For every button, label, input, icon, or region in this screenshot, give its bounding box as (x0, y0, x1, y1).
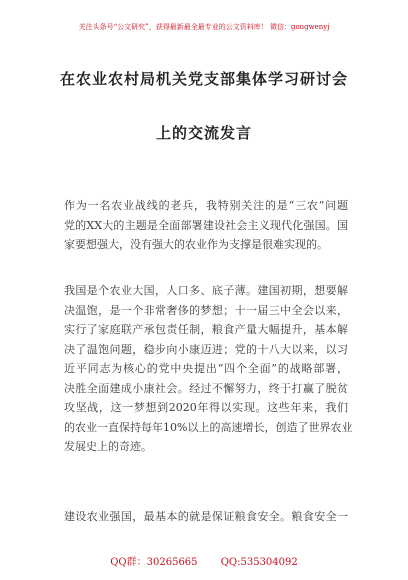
footer-contact (0, 553, 408, 568)
document-title-line-1: 在农业农村局机关党支部集体学习研讨会 (59, 70, 348, 88)
footer-qq-group: QQ群：30265665 (110, 557, 198, 568)
top-banner: 关注头条号“公文研究”，获得最新最全最专业的公文资料库！ 微信：gongwenyj (78, 23, 330, 31)
paragraph-line: 党的XX大的主题是全面部署建设社会主义现代化强国。国 (64, 218, 348, 232)
footer-qq: QQ:535304092 (220, 557, 298, 568)
paragraph-line: 决了温饱问题，稳步向小康迈进；党的十八大以来，以习 (64, 342, 348, 356)
paragraph-line: 作为一名农业战线的老兵，我特别关注的是“三农”问题 (64, 199, 348, 212)
paragraph-line: 我国是个农业大国，人口多、底子薄。建国初期，想要解 (64, 284, 348, 297)
paragraph-line: 决温饱，是一个非常奢侈的梦想；十一届三中全会以来， (64, 303, 348, 317)
paragraph-line: 攻坚战，这一梦想到2020年得以实现。这些年来，我们 (64, 401, 348, 414)
paragraph-line: 近平同志为核心的党中央提出“四个全面”的战略部署， (64, 362, 348, 375)
document-title-line-2: 上的交流发言 (155, 124, 252, 142)
paragraph-3 (64, 507, 348, 527)
paragraph-line: 发展史上的奇迹。 (64, 440, 152, 453)
paragraph-line: 实行了家庭联产承包责任制，粮食产量大幅提升，基本解 (64, 323, 348, 336)
paragraph-2 (64, 281, 353, 457)
paragraph-line: 的农业一直保持每年10%以上的高速增长，创造了世界农业 (64, 420, 353, 434)
paragraph-line: 建设农业强国，最基本的就是保证粮食安全。粮食安全一 (64, 510, 348, 523)
paragraph-line: 决胜全面建成小康社会。经过不懈努力，终于打赢了脱贫 (64, 381, 348, 395)
paragraph-1 (64, 196, 348, 255)
paragraph-line: 家要想强大，没有强大的农业作为支撑是很难实现的。 (64, 238, 328, 251)
